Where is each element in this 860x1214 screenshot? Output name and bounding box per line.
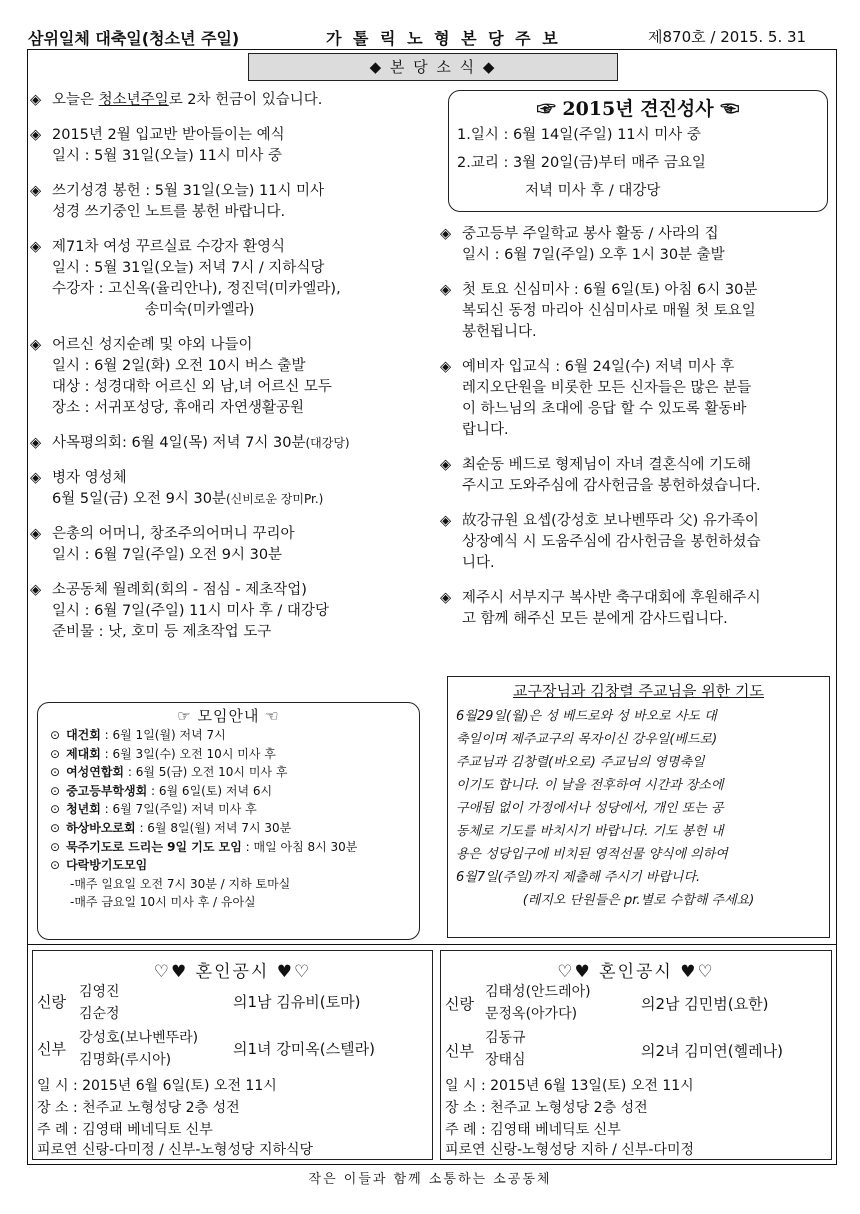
bride-label: 신부 — [445, 1042, 474, 1060]
news-item-heading — [440, 588, 835, 609]
news-item-text: 제주시 서부지구 복사반 축구대회에 후원해주시 — [462, 590, 761, 606]
wedding-reception: 피로연 신랑-노형성당 지하 / 신부-다미정 — [445, 1142, 695, 1158]
news-item-heading — [30, 335, 440, 356]
circle-dot-icon: ⊙ — [50, 746, 61, 761]
news-item-text: 고 함께 해주신 모든 분에게 감사드립니다. — [462, 611, 728, 627]
news-item-text: 제71차 여성 꾸르실료 수강자 환영식 — [52, 239, 285, 255]
news-item-text: 일시 : 6월 7일(주일) 11시 미사 후 / 대강당 — [52, 603, 329, 619]
news-item-text: 일시 : 6월 7일(주일) 오후 1시 30분 출발 — [462, 247, 725, 263]
confirmation-box — [448, 90, 828, 212]
news-item — [30, 433, 440, 454]
news-item-text: 랍니다. — [462, 422, 509, 438]
news-item-text: 성경 쓰기중인 노트를 봉헌 바랍니다. — [52, 204, 286, 220]
news-item-text: 예비자 입교식 : 6월 24일(수) 저녁 미사 후 — [462, 359, 735, 375]
news-item-text: 준비물 : 낫, 호미 등 제초작업 도구 — [52, 624, 272, 640]
meeting-row — [38, 838, 419, 857]
diamond-bullet-icon: ◈ — [440, 590, 452, 606]
news-item — [30, 524, 440, 566]
wedding-title: ♡♥ 혼인공시 ♥♡ — [153, 962, 312, 982]
news-item — [30, 335, 440, 419]
diamond-bullet-icon: ◈ — [440, 226, 452, 242]
news-item-text: 일시 : 6월 2일(화) 오전 10시 버스 출발 — [52, 358, 306, 374]
news-item-text: 상장예식 시 도움주심에 감사헌금을 봉헌하셨습 — [462, 534, 761, 550]
news-item-heading — [30, 90, 440, 111]
news-item-detail — [440, 378, 835, 399]
meeting-name: 제대회 — [66, 746, 101, 761]
wedding-reception: 피로연 신랑-다미정 / 신부-노형성당 지하식당 — [37, 1142, 314, 1158]
diamond-bullet-icon: ◈ — [440, 359, 452, 375]
circle-dot-icon: ⊙ — [50, 802, 61, 817]
news-item-detail — [30, 398, 440, 419]
prayer-line: 용은 성당입구에 비치된 영적선물 양식에 의하여 — [456, 847, 728, 862]
news-item-text: 일시 : 5월 31일(오늘) 11시 미사 중 — [52, 148, 283, 164]
prayer-line: 주교님과 김창렬(바오로) 주교님의 영명축일 — [456, 755, 705, 770]
news-item-heading — [30, 125, 440, 146]
bride-label: 신부 — [37, 1040, 66, 1058]
news-item-heading — [30, 237, 440, 258]
news-item — [30, 125, 440, 167]
wedding-notice-2 — [440, 950, 832, 1160]
news-item-text: 故강규원 요셉(강성호 보나벤뚜라 父) 유가족이 — [462, 513, 759, 529]
news-item-text: 봉헌됩니다. — [462, 324, 537, 340]
news-item-text: 쓰기성경 봉헌 : 5월 31일(오늘) 11시 미사 — [52, 183, 325, 199]
meeting-row — [38, 745, 419, 764]
wedding-officiant: 주 례 : 김영태 베네딕토 신부 — [445, 1122, 621, 1138]
meetings-box — [37, 702, 420, 940]
news-item-heading — [440, 280, 835, 301]
bulletin-name: 가 톨 릭 노 형 본 당 주 보 — [326, 29, 561, 48]
meeting-row — [38, 726, 419, 745]
meeting-row — [38, 763, 419, 782]
groom-parent-mother: 문정옥(아가다) — [485, 1006, 578, 1022]
news-item-text: 주시고 도와주심에 감사헌금을 봉헌하셨습니다. — [462, 478, 761, 494]
circle-dot-icon: ⊙ — [50, 728, 61, 742]
news-item-detail — [30, 258, 440, 279]
news-item-text: 일시 : 5월 31일(오늘) 저녁 7시 / 지하식당 — [52, 260, 325, 276]
news-item-text: 일시 : 6월 7일(주일) 오전 9시 30분 — [52, 547, 283, 563]
meeting-row — [38, 856, 419, 875]
meeting-name: 하상바오로회 — [66, 820, 136, 835]
wedding-date: 일 시 : 2015년 6월 6일(토) 오전 11시 — [37, 1078, 277, 1094]
news-item-heading — [30, 524, 440, 545]
prayer-line: 6월7일(주일)까지 제출해 주시기 바랍니다. — [456, 870, 701, 885]
meeting-time: : 6월 8일(월) 저녁 7시 30분 — [135, 820, 292, 835]
news-item-text: 니다. — [462, 555, 495, 571]
news-item-heading — [30, 468, 440, 489]
wedding-title: ♡♥ 혼인공시 ♥♡ — [557, 962, 715, 982]
diamond-bullet-icon: ◈ — [30, 127, 42, 143]
news-item-heading — [30, 181, 440, 202]
circle-dot-icon: ⊙ — [50, 839, 61, 854]
news-item-text: 사목평의회: 6월 4일(목) 저녁 7시 30분 — [52, 435, 306, 451]
footer-motto: 작은 이들과 함께 소통하는 소공동체 — [308, 1172, 552, 1187]
news-item-text: 이 하느님의 초대에 응답 할 수 있도록 활동바 — [462, 401, 747, 417]
wedding-officiant: 주 례 : 김영태 베네딕토 신부 — [37, 1122, 213, 1138]
circle-dot-icon: ⊙ — [50, 858, 61, 873]
news-item-detail — [30, 146, 440, 167]
news-item-heading — [440, 357, 835, 378]
meeting-time: : 6월 3일(수) 오전 10시 미사 후 — [100, 746, 276, 761]
wedding-place: 장 소 : 천주교 노형성당 2층 성전 — [445, 1100, 648, 1116]
groom-label: 신랑 — [445, 995, 474, 1013]
meeting-name: 청년회 — [66, 802, 101, 817]
meeting-time: : 매일 아침 8시 30분 — [241, 839, 358, 854]
confirmation-title: ☞ 2015년 견진성사 ☜ — [536, 98, 740, 120]
news-item-text: 2015년 2월 입교반 받아들이는 예식 — [52, 127, 285, 143]
meetings-title: ☞ 모임안내 ☜ — [177, 707, 280, 725]
news-item-detail — [30, 377, 440, 398]
confirmation-class: 2.교리 : 3월 20일(금)부터 매주 금요일 — [457, 155, 706, 171]
meeting-row — [38, 819, 419, 838]
news-item-heading — [440, 224, 835, 245]
meeting-name: 대건회 — [66, 728, 101, 742]
meeting-name: 다락방기도모임 — [66, 858, 148, 873]
issue-number-date: 제870호 / 2015. 5. 31 — [648, 28, 807, 46]
bride-name: 의2녀 김미연(헬레나) — [641, 1042, 783, 1060]
news-item-detail — [440, 476, 835, 497]
wedding-date: 일 시 : 2015년 6월 13일(토) 오전 11시 — [445, 1078, 694, 1094]
news-item-text: 송미숙(미카엘라) — [145, 302, 255, 318]
news-item-detail — [440, 322, 835, 343]
news-item-detail — [30, 601, 440, 622]
bride-name: 의1녀 강미옥(스텔라) — [233, 1040, 375, 1058]
groom-parent-father: 김태성(안드레아) — [485, 984, 591, 1000]
news-item-text: 최순동 베드로 형제님이 자녀 결혼식에 기도해 — [462, 457, 752, 473]
groom-parent-mother: 김순정 — [79, 1006, 120, 1022]
news-item-heading — [30, 580, 440, 601]
prayer-line: 동체로 기도를 바치시기 바랍니다. 기도 봉헌 내 — [456, 824, 724, 839]
news-item-detail — [30, 202, 440, 223]
wedding-place: 장 소 : 천주교 노형성당 2층 성전 — [37, 1100, 240, 1116]
news-item-detail — [440, 245, 835, 266]
news-item — [30, 580, 440, 643]
news-item — [440, 511, 835, 574]
meeting-time: : 6월 1일(월) 저녁 7시 — [100, 728, 226, 742]
news-item-text: 6월 5일(금) 오전 9시 30분 — [52, 491, 226, 507]
bride-parent-mother: 김명화(루시아) — [79, 1052, 172, 1068]
news-item-text: 중고등부 주일학교 봉사 활동 / 사라의 집 — [462, 226, 719, 242]
meeting-time: : 6월 5(금) 오전 10시 미사 후 — [124, 765, 288, 780]
meeting-name: 여성연합회 — [66, 765, 125, 780]
confirmation-date: 1.일시 : 6월 14일(주일) 11시 미사 중 — [457, 127, 701, 143]
news-item-text: 소공동체 월례회(회의 - 점심 - 제초작업) — [52, 582, 307, 598]
news-item-text: 장소 : 서귀포성당, 휴애리 자연생활공원 — [52, 400, 305, 416]
prayer-title: 교구장님과 김창렬 주교님을 위한 기도 — [513, 682, 764, 700]
news-item-detail — [440, 399, 835, 420]
news-item-detail — [440, 553, 835, 574]
news-item-detail — [30, 545, 440, 566]
diamond-bullet-icon: ◈ — [30, 582, 42, 598]
diamond-bullet-icon: ◈ — [30, 435, 42, 451]
prayer-box — [447, 676, 830, 938]
groom-parent-father: 김영진 — [79, 984, 120, 1000]
prayer-line: 6월29일(월)은 성 베드로와 성 바오로 사도 대 — [456, 709, 717, 724]
bride-parent-mother: 장태심 — [485, 1052, 526, 1068]
news-item — [440, 224, 835, 266]
news-item-detail — [30, 622, 440, 643]
news-item-detail — [440, 532, 835, 553]
meeting-time: : 6월 6일(토) 저녁 6시 — [147, 783, 273, 798]
news-item-text: 수강자 : 고신옥(율리안나), 정진덕(미카엘라), — [52, 281, 341, 297]
meeting-row — [38, 800, 419, 819]
diamond-bullet-icon: ◈ — [440, 513, 452, 529]
right-news-column — [440, 224, 835, 630]
meeting-row — [38, 782, 419, 801]
diamond-bullet-icon: ◈ — [30, 239, 42, 255]
prayer-line: (레지오 단원들은 pr.별로 수합해 주세요) — [522, 893, 755, 908]
news-item-detail — [30, 279, 440, 300]
diamond-bullet-icon: ◈ — [440, 282, 452, 298]
news-item-text: 레지오단원을 비롯한 모든 신자들은 많은 분들 — [462, 380, 752, 396]
news-item-detail — [440, 420, 835, 441]
diamond-bullet-icon: ◈ — [30, 337, 42, 353]
news-item-text: 대상 : 성경대학 어르신 외 남,녀 어르신 모두 — [52, 379, 332, 395]
news-item-detail — [440, 609, 835, 630]
news-item-text: 은총의 어머니, 창조주의어머니 꾸리아 — [52, 526, 295, 542]
news-item-text: 어르신 성지순례 및 야외 나들이 — [52, 337, 253, 353]
prayer-line: 구애됨 없이 가정에서나 성당에서, 개인 또는 공 — [456, 801, 724, 816]
news-item — [440, 455, 835, 497]
news-item-detail — [30, 300, 440, 321]
diamond-bullet-icon: ◈ — [30, 526, 42, 542]
diamond-bullet-icon: ◈ — [30, 92, 42, 108]
circle-dot-icon: ⊙ — [50, 765, 61, 780]
parish-news-banner: ◆ 본 당 소 식 ◆ — [248, 53, 618, 81]
bride-parent-father: 김동규 — [485, 1030, 526, 1046]
diamond-bullet-icon: ◈ — [440, 457, 452, 473]
meeting-time: : 6월 7일(주일) 저녁 미사 후 — [100, 802, 257, 817]
news-item-note: (대강당) — [305, 436, 350, 450]
circle-dot-icon: ⊙ — [50, 783, 61, 798]
news-item — [30, 237, 440, 321]
groom-name: 의2남 김민범(요한) — [641, 995, 769, 1013]
prayer-line: 이기도 합니다. 이 날을 전후하여 시간과 장소에 — [456, 778, 724, 793]
news-item-text: 오늘은 청소년주일로 2차 헌금이 있습니다. — [52, 92, 323, 108]
news-item-heading — [440, 455, 835, 476]
bride-parent-father: 강성호(보나벤뚜라) — [79, 1030, 199, 1046]
prayer-line: 축일이며 제주교구의 목자이신 강우일(베드로) — [456, 732, 718, 747]
section-divider — [27, 944, 837, 945]
meeting-name: 중고등부학생회 — [66, 783, 148, 798]
news-item — [440, 357, 835, 441]
confirmation-class-time: 저녁 미사 후 / 대강당 — [525, 183, 661, 199]
news-item-text: 병자 영성체 — [52, 470, 127, 486]
news-item-detail — [30, 489, 440, 510]
news-item-detail — [440, 301, 835, 322]
left-news-column — [30, 90, 440, 643]
news-item — [30, 468, 440, 510]
meeting-subrow: -매주 금요일 10시 미사 후 / 유아실 — [70, 895, 256, 910]
diamond-bullet-icon: ◈ — [30, 183, 42, 199]
groom-name: 의1남 김유비(토마) — [233, 993, 361, 1011]
meeting-name: 묵주기도로 드리는 9일 기도 모임 — [66, 839, 242, 854]
circle-dot-icon: ⊙ — [50, 820, 61, 835]
wedding-notice-1 — [32, 950, 433, 1160]
diamond-bullet-icon: ◈ — [30, 470, 42, 486]
news-item-text: 첫 토요 신심미사 : 6월 6일(토) 아침 6시 30분 — [462, 282, 758, 298]
news-item-note: (신비로운 장미Pr.) — [225, 492, 324, 506]
news-item-heading — [30, 433, 440, 454]
news-item — [440, 280, 835, 343]
bulletin-feast-title: 삼위일체 대축일(청소년 주일) — [28, 29, 240, 48]
news-item — [30, 90, 440, 111]
groom-label: 신랑 — [37, 993, 66, 1011]
news-item-detail — [30, 356, 440, 377]
news-item-heading — [440, 511, 835, 532]
meeting-subrow: -매주 일요일 오전 7시 30분 / 지하 토마실 — [70, 876, 291, 891]
news-item — [30, 181, 440, 223]
news-item — [440, 588, 835, 630]
news-item-text: 복되신 동정 마리아 신심미사로 매월 첫 토요일 — [462, 303, 756, 319]
